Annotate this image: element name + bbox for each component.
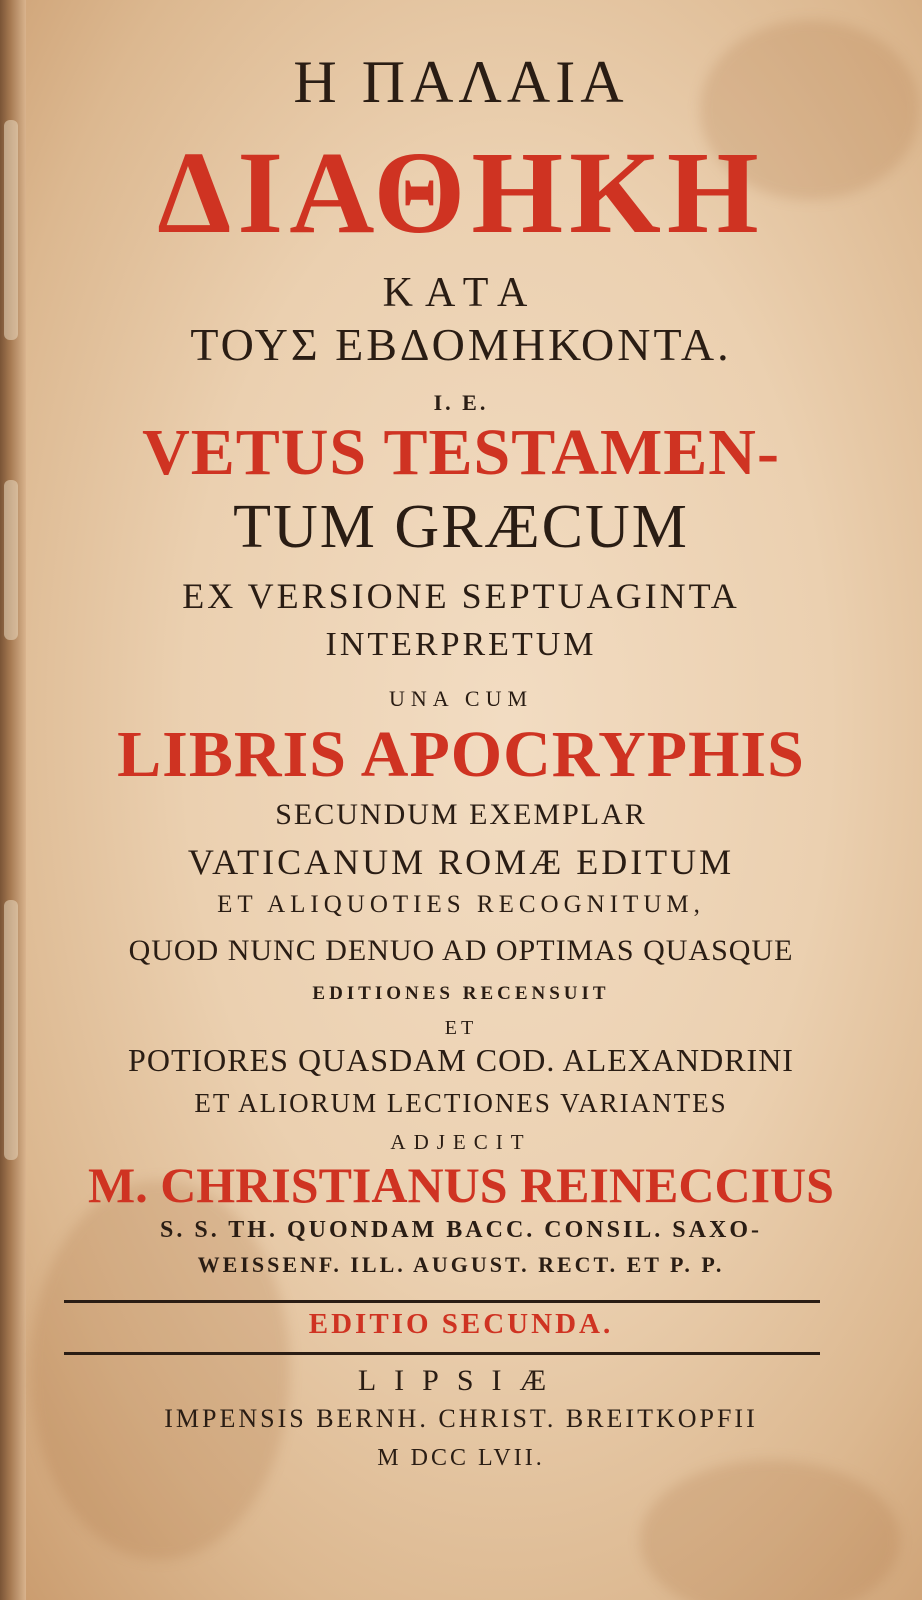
latin-title-line-2: TUM GRÆCUM [233,493,689,561]
adjecit: ADJECIT [390,1130,532,1154]
exemplar-line-1: SECUNDUM EXEMPLAR [275,798,647,831]
id-est-abbreviation: I. E. [433,390,489,415]
edition-statement: EDITIO SECUNDA. [308,1308,614,1340]
greek-title-line-3: ΚΑΤΑ [382,270,540,316]
una-cum: UNA CUM [388,686,534,711]
imprint-publisher: IMPENSIS BERNH. CHRIST. BREITKOPFII [164,1404,758,1433]
imprint-date: M DCC LVII. [377,1445,545,1471]
lectiones-line-1: POTIORES QUASDAM COD. ALEXANDRINI [128,1042,794,1078]
lectiones-line-2: ET ALIORUM LECTIONES VARIANTES [194,1088,728,1118]
exemplar-line-3: ET ALIQUOTIES RECOGNITUM, [217,891,705,918]
exemplar-line-5: EDITIONES RECENSUIT [312,983,610,1004]
greek-title-line-4: ΤΟΥΣ ΕΒΔΟΜΗΚΟΝΤΑ. [190,319,732,370]
version-line-1: EX VERSIONE SEPTUAGINTA [182,576,740,616]
author-titles-line-1: S. S. TH. QUONDAM BACC. CONSIL. SAXO- [160,1217,762,1243]
author-name: M. CHRISTIANUS REINECCIUS [88,1157,834,1213]
foxing-stain [640,1460,900,1600]
latin-title-line-1: VETUS TESTAMEN- [142,416,780,489]
exemplar-line-2: VATICANUM ROMÆ EDITUM [187,842,735,882]
version-line-2: INTERPRETUM [325,626,597,663]
top-rule [64,1300,820,1303]
greek-title-main: ΔΙΑΘΗΚΗ [157,127,765,258]
imprint-place: LIPSIÆ [357,1364,565,1397]
author-titles-line-2: WEISSENF. ILL. AUGUST. RECT. ET P. P. [197,1252,725,1277]
apocrypha-heading: LIBRIS APOCRYPHIS [117,718,805,791]
conjunction-et: ET [444,1017,478,1039]
greek-title-line-1: Η ΠΑΛΑΙΑ [293,49,629,115]
bottom-rule [64,1352,820,1355]
exemplar-line-4: QUOD NUNC DENUO AD OPTIMAS QUASQUE [128,934,794,967]
